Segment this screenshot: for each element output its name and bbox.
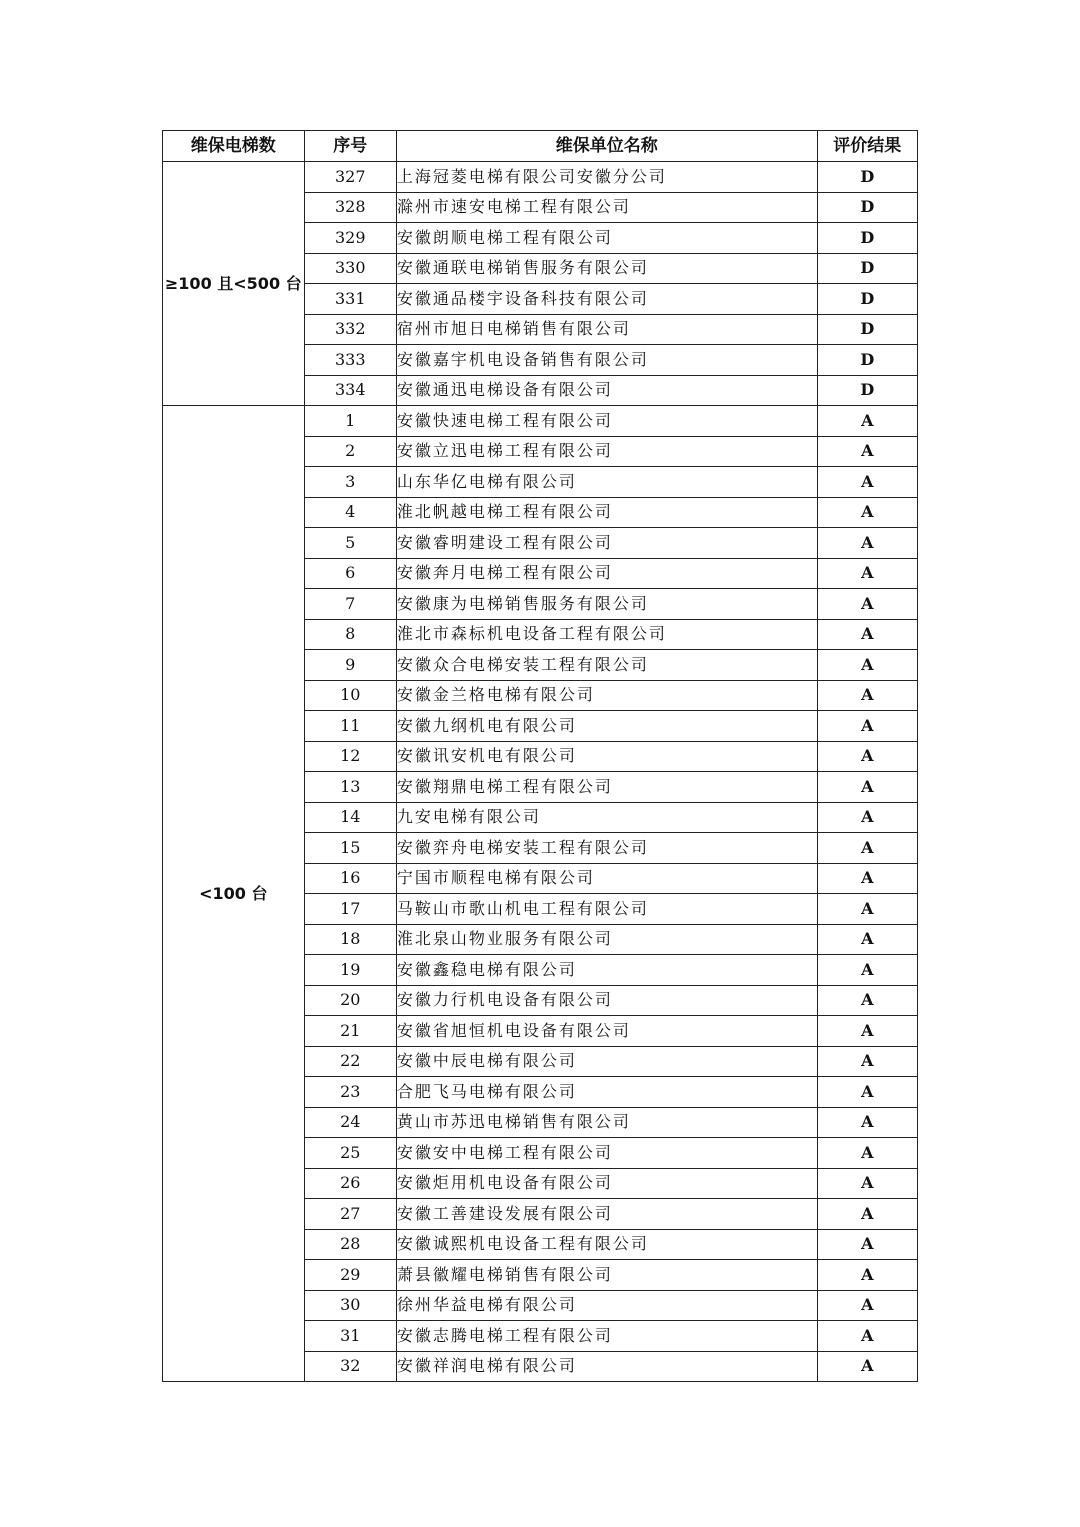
serial-number-cell: 20: [304, 985, 396, 1016]
unit-name-cell: 淮北市森标机电设备工程有限公司: [396, 619, 817, 650]
unit-name-cell: 安徽奔月电梯工程有限公司: [396, 558, 817, 589]
result-cell: A: [817, 772, 917, 803]
unit-name-cell: 安徽讯安机电有限公司: [396, 741, 817, 772]
serial-number-cell: 2: [304, 436, 396, 467]
result-cell: D: [817, 375, 917, 406]
unit-name-cell: 安徽通品楼宇设备科技有限公司: [396, 284, 817, 315]
result-cell: D: [817, 162, 917, 193]
unit-name-cell: 安徽众合电梯安装工程有限公司: [396, 650, 817, 681]
serial-number-cell: 32: [304, 1351, 396, 1382]
unit-name-cell: 宿州市旭日电梯销售有限公司: [396, 314, 817, 345]
serial-number-cell: 8: [304, 619, 396, 650]
unit-name-cell: 安徽睿明建设工程有限公司: [396, 528, 817, 559]
unit-name-cell: 安徽立迅电梯工程有限公司: [396, 436, 817, 467]
serial-number-cell: 25: [304, 1138, 396, 1169]
result-cell: A: [817, 1077, 917, 1108]
serial-number-cell: 22: [304, 1046, 396, 1077]
unit-name-cell: 安徽金兰格电梯有限公司: [396, 680, 817, 711]
unit-name-cell: 安徽九纲机电有限公司: [396, 711, 817, 742]
result-cell: A: [817, 863, 917, 894]
result-cell: A: [817, 680, 917, 711]
serial-number-cell: 12: [304, 741, 396, 772]
unit-name-cell: 安徽祥润电梯有限公司: [396, 1351, 817, 1382]
serial-number-cell: 27: [304, 1199, 396, 1230]
result-cell: A: [817, 802, 917, 833]
result-cell: A: [817, 833, 917, 864]
serial-number-cell: 327: [304, 162, 396, 193]
serial-number-cell: 4: [304, 497, 396, 528]
result-cell: A: [817, 894, 917, 925]
result-cell: A: [817, 558, 917, 589]
serial-number-cell: 332: [304, 314, 396, 345]
header-evaluation-result: 评价结果: [817, 131, 917, 162]
result-cell: A: [817, 985, 917, 1016]
serial-number-cell: 26: [304, 1168, 396, 1199]
serial-number-cell: 19: [304, 955, 396, 986]
serial-number-cell: 10: [304, 680, 396, 711]
unit-name-cell: 安徽快速电梯工程有限公司: [396, 406, 817, 437]
unit-name-cell: 滁州市速安电梯工程有限公司: [396, 192, 817, 223]
unit-name-cell: 安徽朗顺电梯工程有限公司: [396, 223, 817, 254]
result-cell: A: [817, 467, 917, 498]
unit-name-cell: 安徽诚熙机电设备工程有限公司: [396, 1229, 817, 1260]
result-cell: D: [817, 314, 917, 345]
result-cell: A: [817, 1199, 917, 1230]
serial-number-cell: 14: [304, 802, 396, 833]
serial-number-cell: 30: [304, 1290, 396, 1321]
result-cell: A: [817, 528, 917, 559]
serial-number-cell: 24: [304, 1107, 396, 1138]
unit-name-cell: 上海冠菱电梯有限公司安徽分公司: [396, 162, 817, 193]
serial-number-cell: 23: [304, 1077, 396, 1108]
unit-name-cell: 合肥飞马电梯有限公司: [396, 1077, 817, 1108]
serial-number-cell: 330: [304, 253, 396, 284]
serial-number-cell: 16: [304, 863, 396, 894]
table-row: [163, 406, 918, 437]
table-body: [163, 162, 918, 1382]
unit-name-cell: 马鞍山市歌山机电工程有限公司: [396, 894, 817, 925]
unit-name-cell: 安徽炬用机电设备有限公司: [396, 1168, 817, 1199]
result-cell: A: [817, 589, 917, 620]
unit-name-cell: 安徽通联电梯销售服务有限公司: [396, 253, 817, 284]
unit-name-cell: 安徽弈舟电梯安装工程有限公司: [396, 833, 817, 864]
result-cell: A: [817, 741, 917, 772]
unit-name-cell: 萧县徽耀电梯销售有限公司: [396, 1260, 817, 1291]
unit-name-cell: 淮北泉山物业服务有限公司: [396, 924, 817, 955]
category-cell: <100 台: [163, 406, 305, 1382]
header-elevator-count: 维保电梯数: [163, 131, 305, 162]
serial-number-cell: 7: [304, 589, 396, 620]
serial-number-cell: 15: [304, 833, 396, 864]
serial-number-cell: 29: [304, 1260, 396, 1291]
result-cell: D: [817, 253, 917, 284]
result-cell: A: [817, 1321, 917, 1352]
unit-name-cell: 九安电梯有限公司: [396, 802, 817, 833]
serial-number-cell: 18: [304, 924, 396, 955]
serial-number-cell: 9: [304, 650, 396, 681]
table-row: [163, 162, 918, 193]
serial-number-cell: 331: [304, 284, 396, 315]
unit-name-cell: 安徽力行机电设备有限公司: [396, 985, 817, 1016]
serial-number-cell: 28: [304, 1229, 396, 1260]
serial-number-cell: 329: [304, 223, 396, 254]
serial-number-cell: 328: [304, 192, 396, 223]
serial-number-cell: 1: [304, 406, 396, 437]
result-cell: A: [817, 406, 917, 437]
result-cell: A: [817, 436, 917, 467]
serial-number-cell: 17: [304, 894, 396, 925]
serial-number-cell: 3: [304, 467, 396, 498]
header-unit-name: 维保单位名称: [396, 131, 817, 162]
unit-name-cell: 安徽鑫稳电梯有限公司: [396, 955, 817, 986]
serial-number-cell: 31: [304, 1321, 396, 1352]
serial-number-cell: 334: [304, 375, 396, 406]
serial-number-cell: 5: [304, 528, 396, 559]
table-header: [163, 131, 918, 162]
result-cell: A: [817, 955, 917, 986]
unit-name-cell: 徐州华益电梯有限公司: [396, 1290, 817, 1321]
result-cell: D: [817, 192, 917, 223]
result-cell: A: [817, 1290, 917, 1321]
result-cell: A: [817, 619, 917, 650]
unit-name-cell: 安徽安中电梯工程有限公司: [396, 1138, 817, 1169]
header-row: [163, 131, 918, 162]
unit-name-cell: 安徽康为电梯销售服务有限公司: [396, 589, 817, 620]
header-serial-number: 序号: [304, 131, 396, 162]
serial-number-cell: 13: [304, 772, 396, 803]
unit-name-cell: 安徽翔鼎电梯工程有限公司: [396, 772, 817, 803]
result-cell: A: [817, 1016, 917, 1047]
serial-number-cell: 21: [304, 1016, 396, 1047]
result-cell: A: [817, 1107, 917, 1138]
unit-name-cell: 山东华亿电梯有限公司: [396, 467, 817, 498]
unit-name-cell: 安徽通迅电梯设备有限公司: [396, 375, 817, 406]
result-cell: A: [817, 1260, 917, 1291]
result-cell: A: [817, 497, 917, 528]
unit-name-cell: 安徽中辰电梯有限公司: [396, 1046, 817, 1077]
result-cell: A: [817, 711, 917, 742]
serial-number-cell: 6: [304, 558, 396, 589]
result-cell: A: [817, 1138, 917, 1169]
result-cell: A: [817, 1351, 917, 1382]
unit-name-cell: 安徽省旭恒机电设备有限公司: [396, 1016, 817, 1047]
result-cell: A: [817, 1046, 917, 1077]
category-cell: ≥100 且<500 台: [163, 162, 305, 406]
result-cell: A: [817, 1168, 917, 1199]
result-cell: A: [817, 1229, 917, 1260]
unit-name-cell: 安徽工善建设发展有限公司: [396, 1199, 817, 1230]
result-cell: A: [817, 650, 917, 681]
unit-name-cell: 安徽嘉宇机电设备销售有限公司: [396, 345, 817, 376]
unit-name-cell: 淮北帆越电梯工程有限公司: [396, 497, 817, 528]
unit-name-cell: 安徽志腾电梯工程有限公司: [396, 1321, 817, 1352]
unit-name-cell: 黄山市苏迅电梯销售有限公司: [396, 1107, 817, 1138]
result-cell: D: [817, 284, 917, 315]
serial-number-cell: 333: [304, 345, 396, 376]
result-cell: A: [817, 924, 917, 955]
serial-number-cell: 11: [304, 711, 396, 742]
evaluation-table: [162, 130, 918, 1382]
result-cell: D: [817, 345, 917, 376]
unit-name-cell: 宁国市顺程电梯有限公司: [396, 863, 817, 894]
result-cell: D: [817, 223, 917, 254]
